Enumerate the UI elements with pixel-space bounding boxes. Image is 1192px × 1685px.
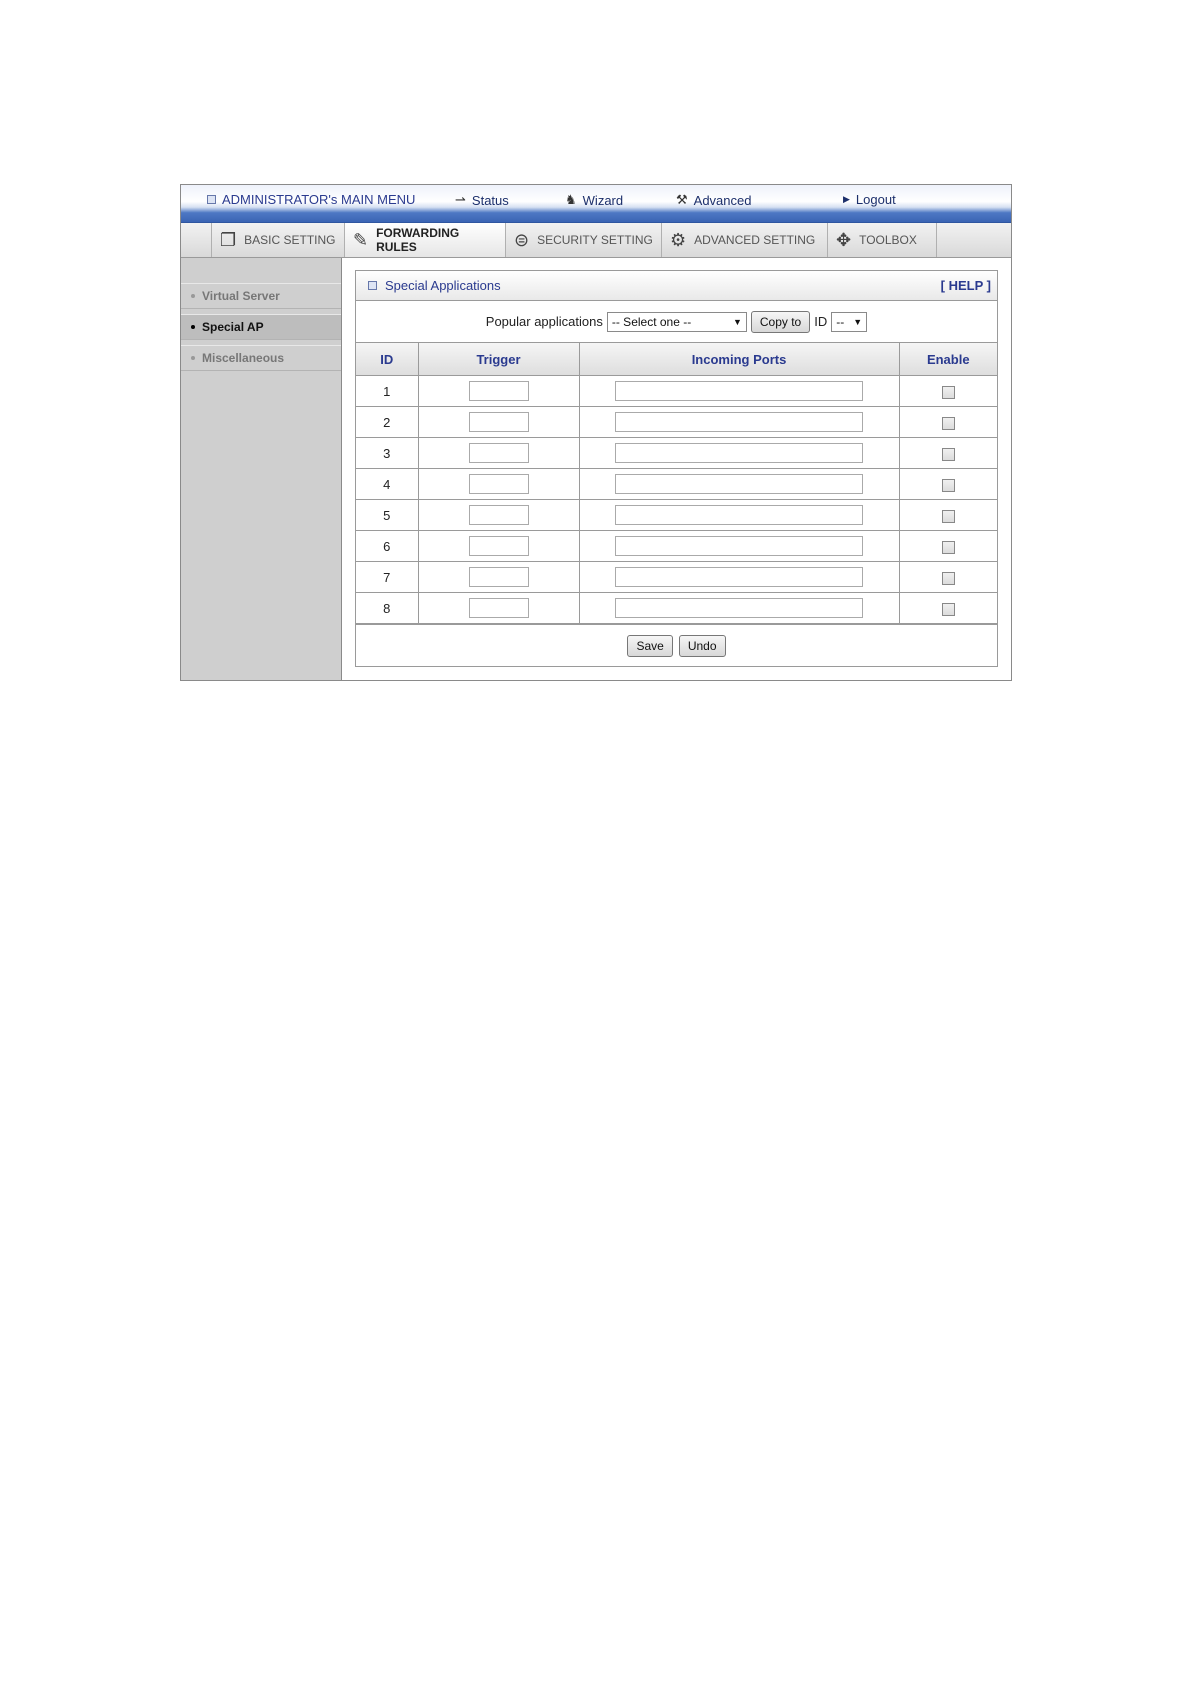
advanced-label: Advanced: [693, 192, 752, 208]
undo-button[interactable]: Undo: [679, 635, 726, 657]
security-setting-icon: ⊜: [514, 229, 530, 250]
bullet-icon: [191, 294, 195, 298]
enable-checkbox[interactable]: [942, 603, 955, 616]
tab-label: FORWARDING RULES: [376, 226, 460, 254]
panel-square-icon: [368, 281, 377, 290]
menu-square-icon: [207, 195, 216, 204]
router-admin-window: [180, 184, 1012, 681]
tab-label: ADVANCED SETTING: [694, 233, 816, 247]
enable-checkbox[interactable]: [942, 510, 955, 523]
status-person-icon: ⇀: [455, 192, 466, 207]
enable-checkbox[interactable]: [942, 448, 955, 461]
trigger-input[interactable]: [469, 567, 529, 587]
dropdown-arrow-icon: ▼: [732, 316, 742, 327]
bullet-icon: [191, 325, 195, 329]
id-label: ID: [814, 314, 828, 329]
sidebar: [181, 258, 342, 680]
select-value: -- Select one --: [611, 314, 692, 329]
status-label: Status: [471, 192, 509, 208]
incoming-ports-input[interactable]: [615, 567, 863, 587]
tab-forwarding-rules[interactable]: [344, 223, 505, 257]
table-row: [356, 593, 997, 624]
logout-link[interactable]: [843, 192, 896, 207]
header-incoming-ports: Incoming Ports: [579, 343, 899, 376]
save-button[interactable]: Save: [627, 635, 672, 657]
main-menu-title: [207, 192, 415, 207]
header-trigger: Trigger: [418, 343, 579, 376]
tab-toolbox[interactable]: [827, 223, 937, 257]
forwarding-rules-icon: ✎: [353, 229, 369, 250]
panel-title: [368, 278, 501, 293]
trigger-input[interactable]: [469, 536, 529, 556]
panel-header: [356, 271, 997, 301]
table-row: [356, 438, 997, 469]
special-applications-panel: [355, 270, 998, 667]
bullet-icon: [191, 356, 195, 360]
row-id: 8: [356, 593, 418, 624]
advanced-setting-icon: ⚙: [670, 229, 687, 250]
main-menu-bar: [181, 185, 1011, 223]
tab-label: BASIC SETTING: [244, 233, 336, 247]
popular-applications-row: [356, 301, 997, 343]
advanced-icon: ⚒: [676, 192, 688, 207]
settings-tab-bar: [181, 223, 1011, 258]
trigger-input[interactable]: [469, 381, 529, 401]
advanced-link[interactable]: [676, 192, 751, 208]
header-enable: Enable: [899, 343, 997, 376]
tab-basic-setting[interactable]: [211, 223, 344, 257]
popular-applications-label: Popular applications: [485, 314, 603, 329]
trigger-input[interactable]: [469, 443, 529, 463]
tab-advanced-setting[interactable]: [661, 223, 827, 257]
incoming-ports-input[interactable]: [615, 443, 863, 463]
help-link[interactable]: [ HELP ]: [940, 278, 991, 293]
table-header-row: [356, 343, 997, 376]
trigger-input[interactable]: [469, 505, 529, 525]
enable-checkbox[interactable]: [942, 541, 955, 554]
action-buttons-row: [356, 624, 997, 667]
incoming-ports-input[interactable]: [615, 536, 863, 556]
incoming-ports-input[interactable]: [615, 474, 863, 494]
table-row: [356, 376, 997, 407]
popular-applications-select[interactable]: [607, 312, 747, 332]
sidebar-item-virtual-server[interactable]: [181, 283, 341, 309]
row-id: 4: [356, 469, 418, 500]
logout-label: Logout: [855, 192, 896, 207]
header-id: ID: [356, 343, 418, 376]
row-id: 7: [356, 562, 418, 593]
enable-checkbox[interactable]: [942, 386, 955, 399]
tab-security-setting[interactable]: [505, 223, 661, 257]
trigger-input[interactable]: [469, 598, 529, 618]
enable-checkbox[interactable]: [942, 417, 955, 430]
basic-setting-icon: ❐: [220, 229, 237, 250]
incoming-ports-input[interactable]: [615, 598, 863, 618]
sidebar-item-label: Virtual Server: [202, 289, 280, 303]
row-id: 2: [356, 407, 418, 438]
table-row: [356, 500, 997, 531]
arrow-right-icon: ▶: [843, 194, 850, 204]
special-applications-table: [356, 343, 997, 624]
row-id: 5: [356, 500, 418, 531]
select-value: --: [836, 314, 845, 329]
row-id: 6: [356, 531, 418, 562]
tab-label: SECURITY SETTING: [537, 233, 653, 247]
copy-to-button[interactable]: Copy to: [751, 311, 810, 333]
sidebar-item-label: Miscellaneous: [202, 351, 285, 365]
wizard-icon: ♞: [565, 192, 577, 207]
main-menu-label: ADMINISTRATOR's MAIN MENU: [222, 192, 416, 207]
sidebar-item-miscellaneous[interactable]: [181, 345, 341, 371]
row-id: 1: [356, 376, 418, 407]
table-row: [356, 407, 997, 438]
incoming-ports-input[interactable]: [615, 505, 863, 525]
wizard-label: Wizard: [582, 192, 624, 208]
table-row: [356, 562, 997, 593]
incoming-ports-input[interactable]: [615, 412, 863, 432]
trigger-input[interactable]: [469, 412, 529, 432]
table-row: [356, 531, 997, 562]
toolbox-icon: ✥: [836, 229, 852, 250]
tab-label: TOOLBOX: [859, 233, 917, 247]
status-link[interactable]: [455, 192, 509, 208]
enable-checkbox[interactable]: [942, 479, 955, 492]
enable-checkbox[interactable]: [942, 572, 955, 585]
trigger-input[interactable]: [469, 474, 529, 494]
table-row: [356, 469, 997, 500]
sidebar-item-special-ap[interactable]: [181, 314, 341, 340]
row-id: 3: [356, 438, 418, 469]
dropdown-arrow-icon: ▼: [853, 316, 863, 327]
id-select[interactable]: [831, 312, 867, 332]
incoming-ports-input[interactable]: [615, 381, 863, 401]
wizard-link[interactable]: [565, 192, 623, 208]
sidebar-item-label: Special AP: [202, 320, 264, 334]
panel-title-label: Special Applications: [385, 278, 501, 293]
